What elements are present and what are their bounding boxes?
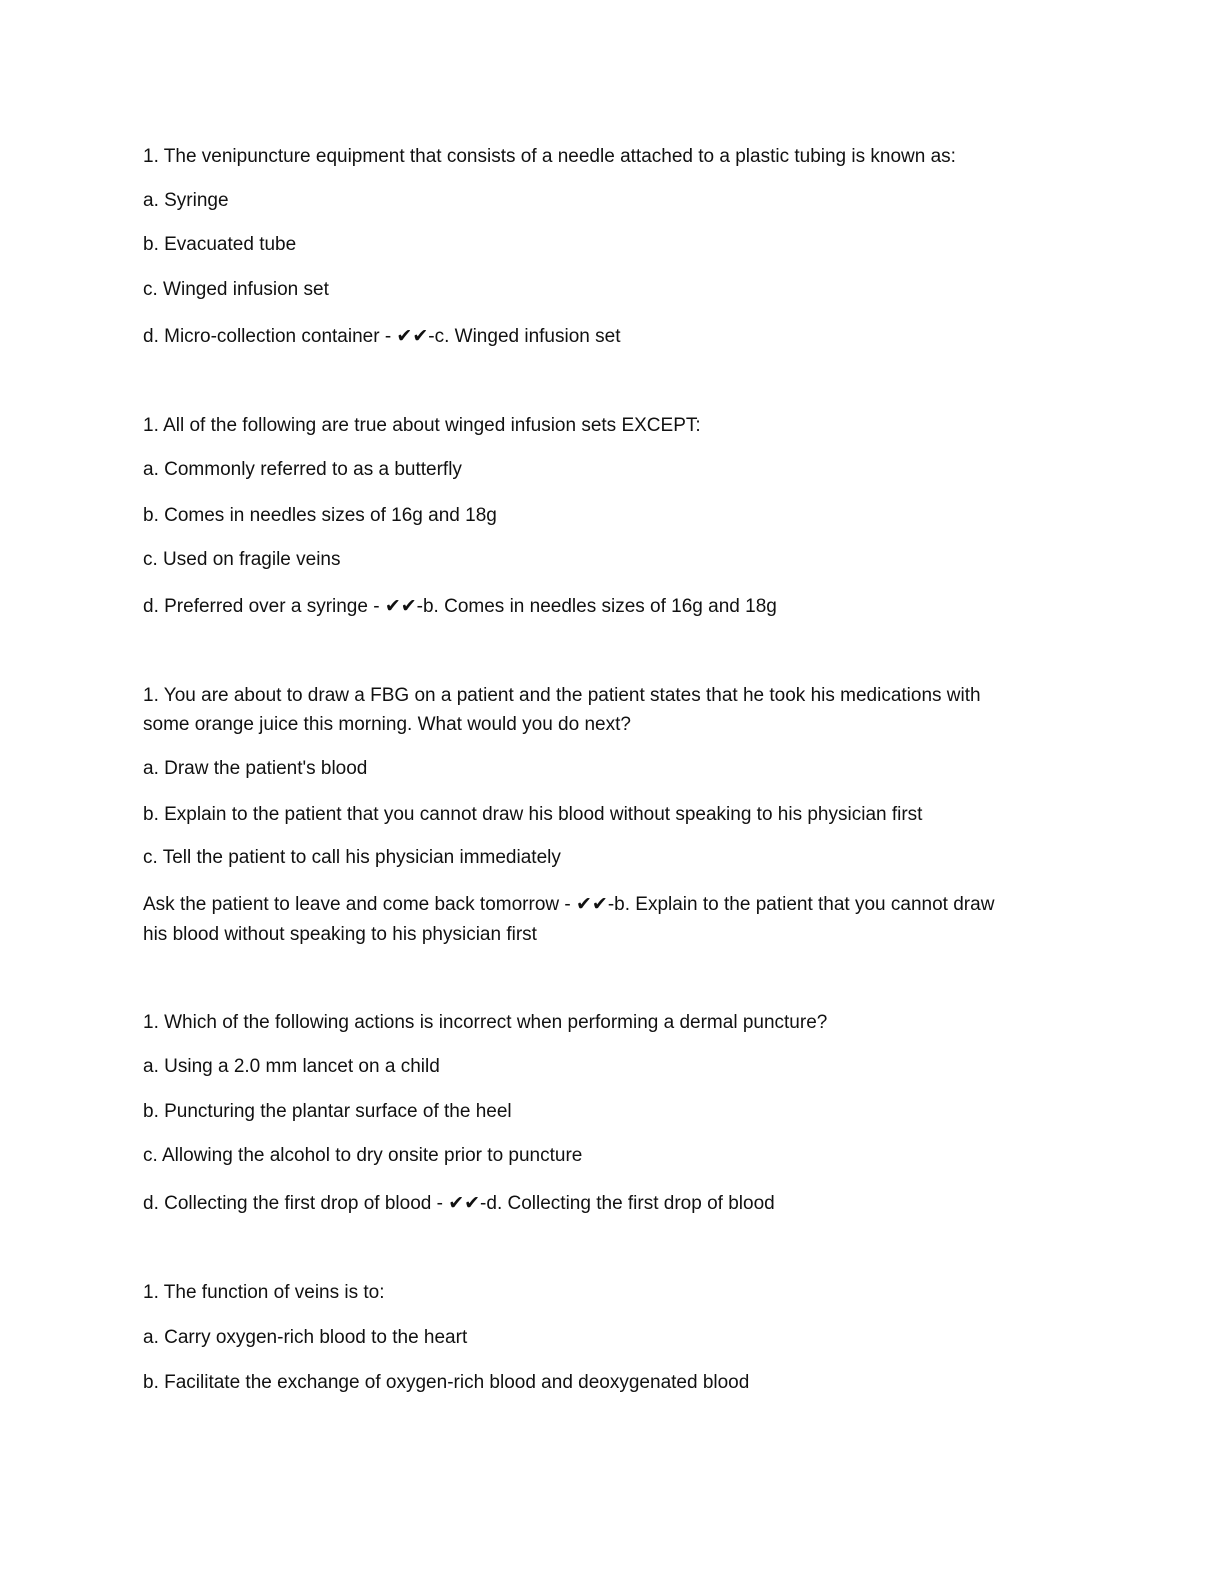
option-answer: d. Preferred over a syringe - ✔✔-b. Comes in needles sizes of 16g and 18g bbox=[143, 596, 777, 617]
option-answer: d. Micro-collection container - ✔✔-c. Winged infusion set bbox=[143, 326, 621, 347]
option-answer: d. Collecting the first drop of blood - ✔✔-d. Collecting the first drop of blood bbox=[143, 1193, 775, 1214]
option-answer: Ask the patient to leave and come back tomorrow - ✔✔-b. Explain to the patient that you cannot draw bbox=[143, 894, 995, 915]
option: a. Syringe bbox=[143, 190, 229, 211]
question-3: 1. You are about to draw a FBG on a patient and the patient states that he took his medications with bbox=[143, 685, 981, 706]
question-3-cont: some orange juice this morning. What would you do next? bbox=[143, 714, 631, 735]
option: b. Facilitate the exchange of oxygen-rich blood and deoxygenated blood bbox=[143, 1372, 750, 1393]
option: c. Winged infusion set bbox=[143, 279, 329, 300]
option: a. Carry oxygen-rich blood to the heart bbox=[143, 1327, 468, 1348]
option: b. Evacuated tube bbox=[143, 234, 297, 255]
question-4: 1. Which of the following actions is incorrect when performing a dermal puncture? bbox=[143, 1012, 828, 1033]
question-2: 1. All of the following are true about winged infusion sets EXCEPT: bbox=[143, 415, 701, 436]
option: b. Comes in needles sizes of 16g and 18g bbox=[143, 505, 497, 526]
option: b. Puncturing the plantar surface of the heel bbox=[143, 1101, 512, 1122]
option: b. Explain to the patient that you cannot draw his blood without speaking to his physician first bbox=[143, 804, 923, 825]
option-answer-cont: his blood without speaking to his physician first bbox=[143, 924, 537, 945]
option: a. Draw the patient's blood bbox=[143, 758, 368, 779]
option: c. Tell the patient to call his physician immediately bbox=[143, 847, 561, 868]
question-1: 1. The venipuncture equipment that consists of a needle attached to a plastic tubing is known as: bbox=[143, 146, 956, 167]
option: c. Allowing the alcohol to dry onsite prior to puncture bbox=[143, 1145, 583, 1166]
question-5: 1. The function of veins is to: bbox=[143, 1282, 385, 1303]
option: c. Used on fragile veins bbox=[143, 549, 341, 570]
option: a. Commonly referred to as a butterfly bbox=[143, 459, 462, 480]
option: a. Using a 2.0 mm lancet on a child bbox=[143, 1056, 440, 1077]
